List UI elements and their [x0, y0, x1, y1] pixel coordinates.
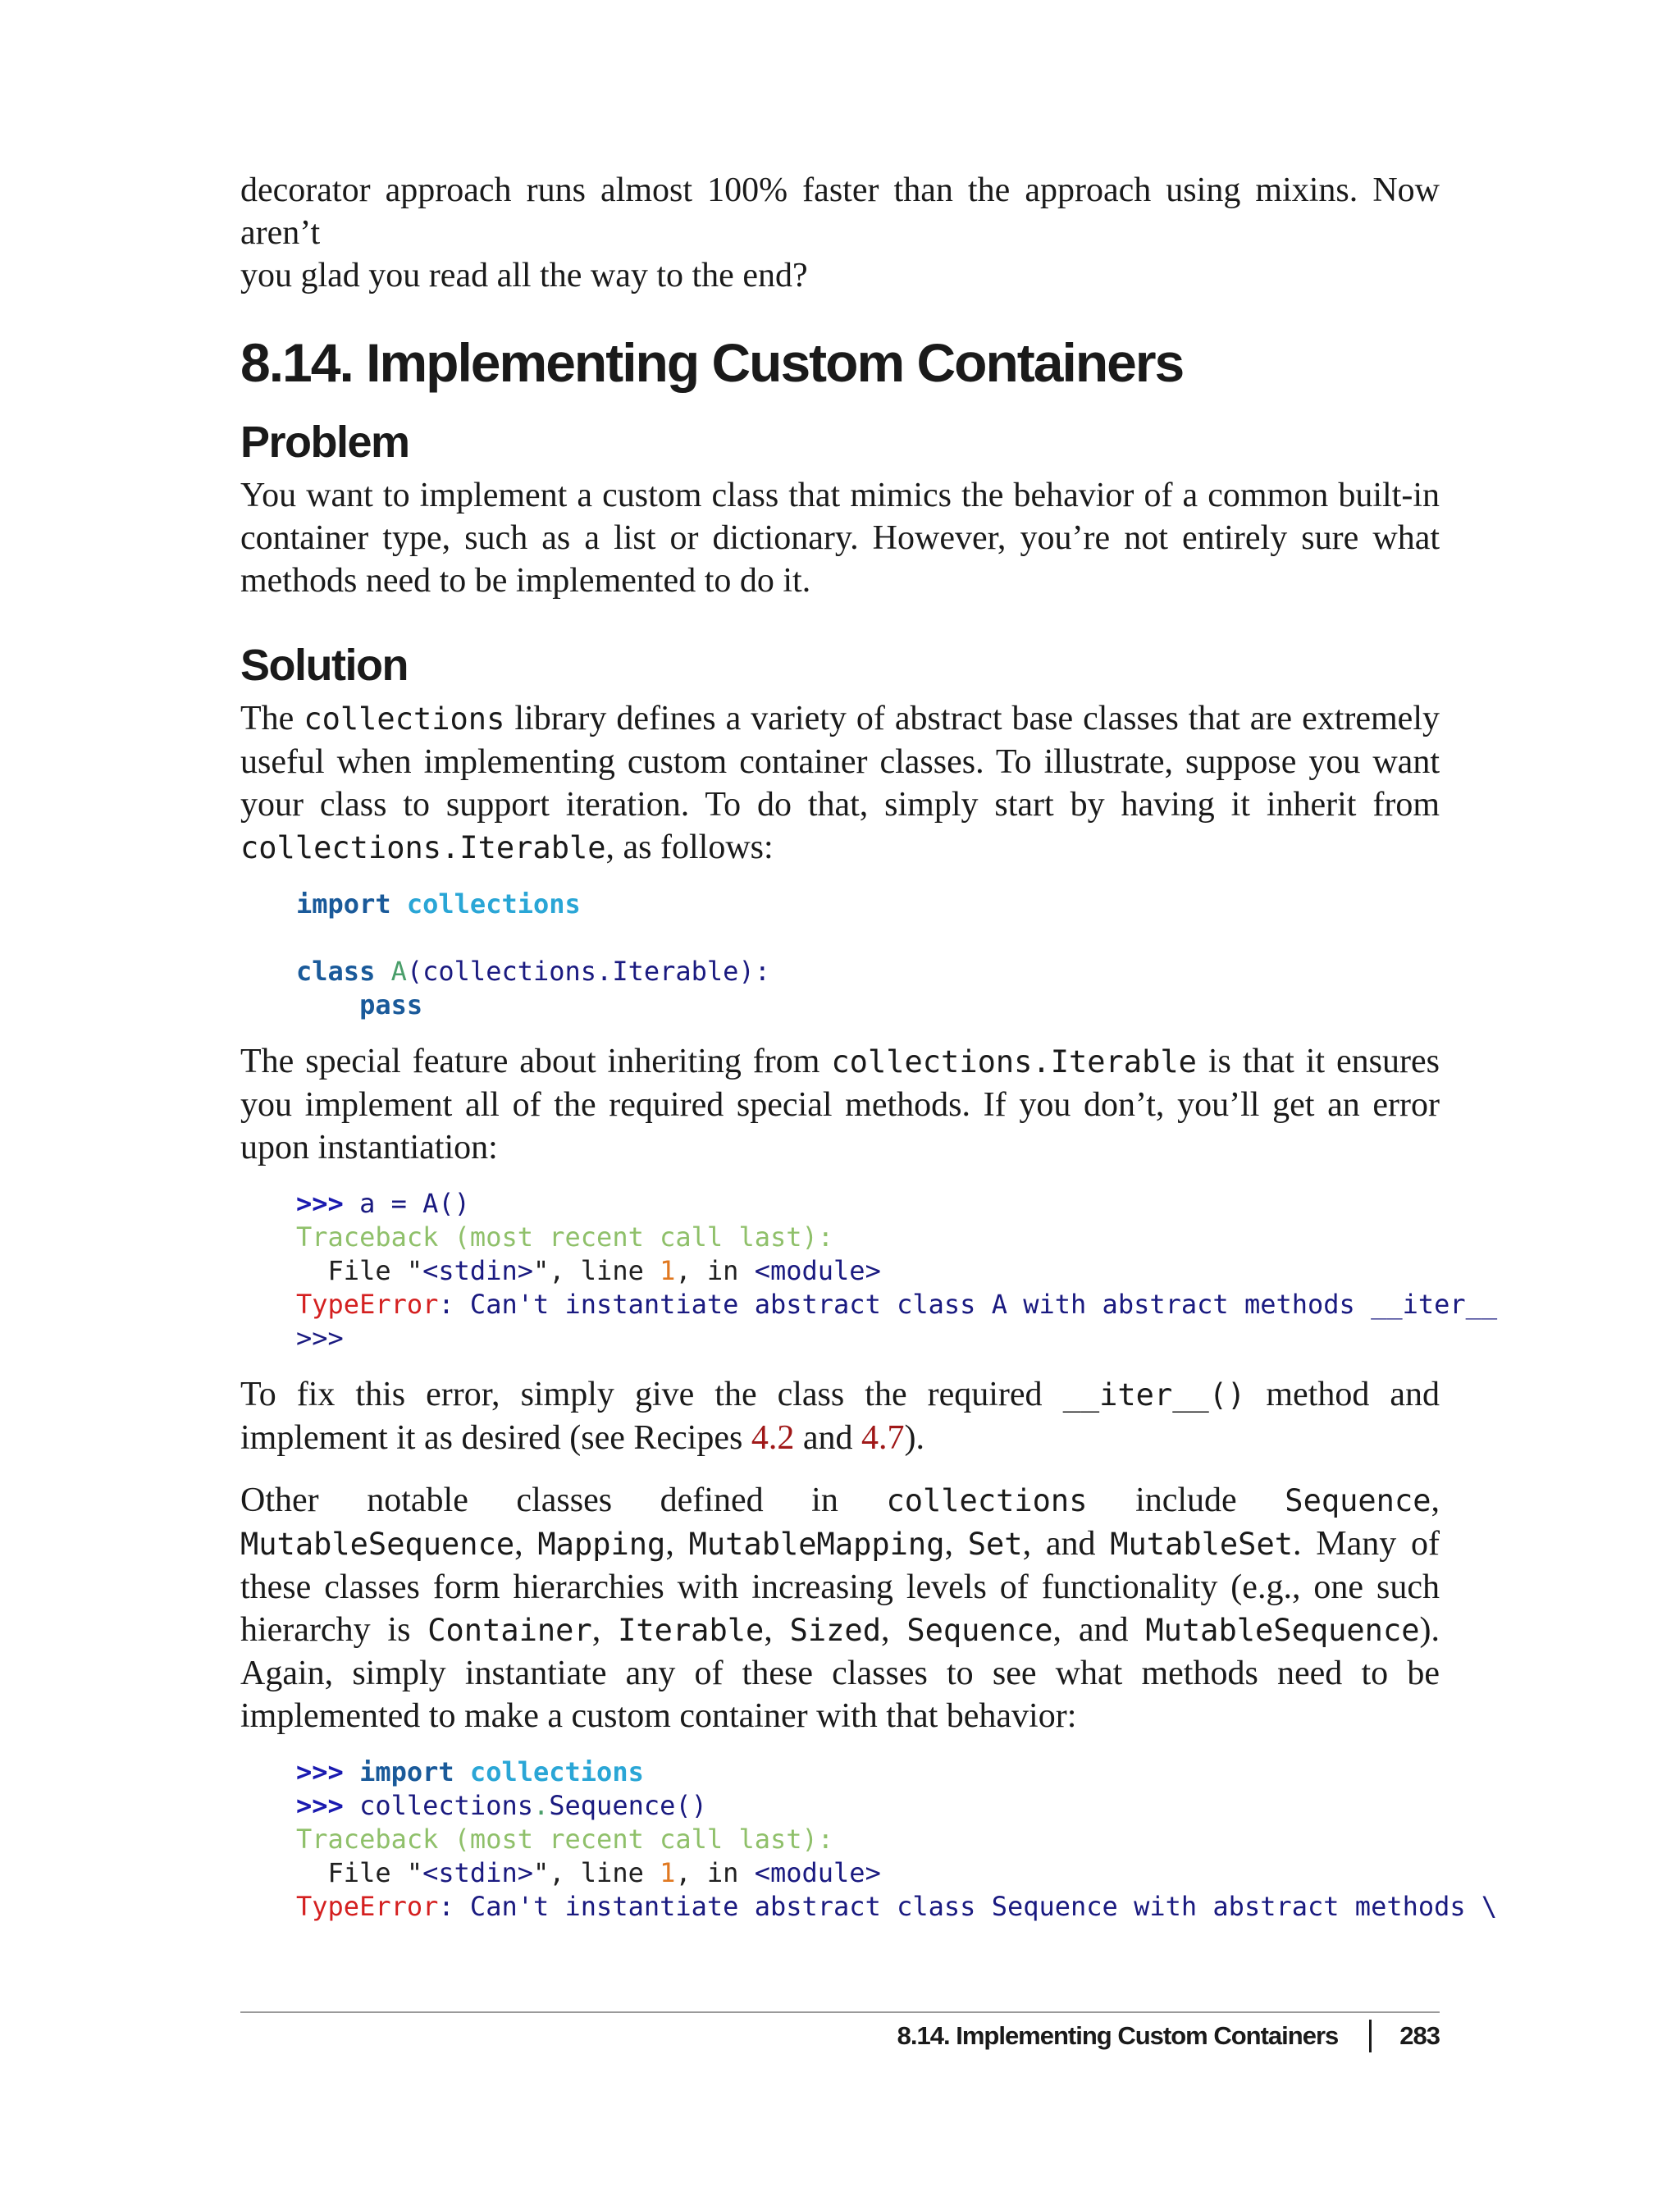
solution-paragraph-4: Other notable classes defined in collections include Sequence, MutableSequence, Mapping, MutableMapping, Set, and MutableSet. Many of these classes form hierarchies with increasing levels of functionality (e.g., one such hierarchy is Container, Iterable, Sized, Sequence, and MutableSequence). Again, simply instantiate any of these classes to see what methods need to be implemented to make a custom container with that behavior:: [240, 1481, 1440, 1735]
solution-paragraph-1: The collections library defines a variety of abstract base classes that are extremely useful when implementing custom container classes. To illustrate, suppose you want your class to support iteration. To do that, simply start by having it inherit from collections.Iterable, as follows:: [240, 700, 1440, 866]
footer-separator: [1369, 2020, 1372, 2052]
code-block-3: >>> import collections >>> collections.Sequence() Traceback (most recent call last): File "<stdin>", line 1, in <module> TypeError: Can't instantiate abstract class Sequence with abstract methods \: [296, 1756, 1498, 1922]
inline-code: MutableSet: [1110, 1527, 1294, 1562]
inline-code: MutableSequence: [1145, 1613, 1420, 1648]
inline-code: collections.Iterable: [240, 830, 606, 865]
recipe-link-4-7[interactable]: 4.7: [861, 1419, 905, 1457]
chapter-title: 8.14. Implementing Custom Containers: [240, 332, 1184, 393]
inline-code: Container: [427, 1613, 592, 1648]
problem-heading: Problem: [240, 418, 409, 467]
solution-paragraph-3: To fix this error, simply give the class the required __iter__() method and implement it as desired (see Recipes 4.2 and 4.7).: [240, 1376, 1440, 1457]
inline-code: Sequence: [1285, 1483, 1431, 1518]
intro-line-1: decorator approach runs almost 100% faster than the approach using mixins. Now aren’t: [240, 171, 1440, 252]
inline-code: MutableMapping: [688, 1527, 945, 1562]
inline-code: Sized: [789, 1613, 881, 1648]
inline-code: collections: [304, 701, 505, 737]
inline-code: Iterable: [618, 1613, 765, 1648]
inline-code: MutableSequence: [240, 1527, 515, 1562]
intro-line-2: you glad you read all the way to the end?: [240, 257, 808, 294]
page-content: [240, 169, 1498, 1924]
inline-code: __iter__(): [1062, 1377, 1246, 1413]
page-footer: [897, 2020, 1440, 2052]
inline-code: Set: [967, 1527, 1023, 1562]
code-block-1: import collections class A(collections.Iterable): pass: [296, 888, 770, 1020]
solution-heading: Solution: [240, 641, 408, 690]
inline-code: collections.Iterable: [831, 1044, 1197, 1080]
recipe-link-4-2[interactable]: 4.2: [751, 1419, 795, 1457]
inline-code: Mapping: [537, 1527, 666, 1562]
intro-paragraph: [240, 169, 1440, 297]
footer-section-title: 8.14. Implementing Custom Containers: [897, 2021, 1339, 2050]
problem-text: You want to implement a custom class that mimics the behavior of a common built-in container type, such as a list or dictionary. However, you’re not entirely sure what methods need to be implemented to do it.: [240, 477, 1440, 600]
page-number: 283: [1399, 2021, 1440, 2050]
solution-paragraph-2: The special feature about inheriting from collections.Iterable is that it ensures you implement all of the required special methods. If you don’t, you’ll get an error upon instantiation:: [240, 1043, 1440, 1166]
code-block-2: >>> a = A() Traceback (most recent call last): File "<stdin>", line 1, in <module> TypeError: Can't instantiate abstract class A with abstract methods __iter__ >>>: [296, 1188, 1498, 1354]
inline-code: collections: [886, 1483, 1088, 1518]
footer-divider: [240, 2011, 1440, 2013]
inline-code: Sequence: [906, 1613, 1053, 1648]
